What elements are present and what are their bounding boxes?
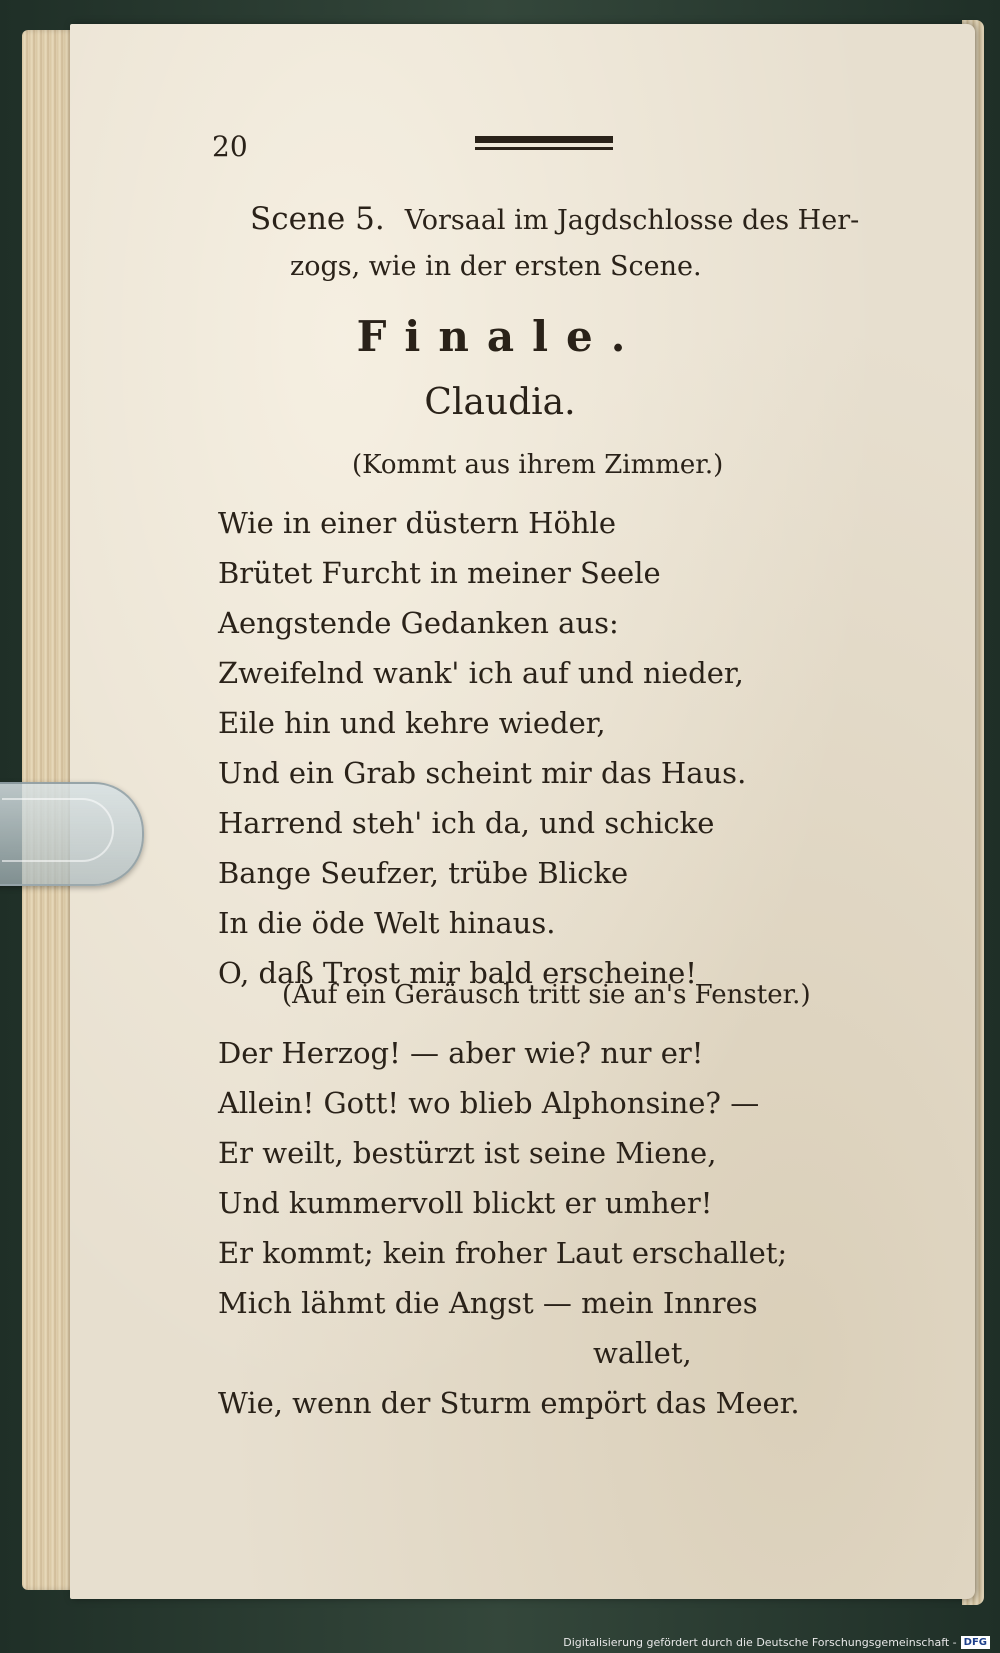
header-ornament bbox=[475, 136, 613, 156]
dfg-logo: DFG bbox=[961, 1636, 990, 1649]
page-number: 20 bbox=[212, 130, 248, 163]
page-clip bbox=[0, 782, 144, 886]
scene-label: Scene 5. bbox=[250, 201, 385, 237]
credit-text: Digitalisierung gefördert durch die Deutsche Forschungsgemeinschaft - bbox=[563, 1636, 957, 1649]
verse-line: Eile hin und kehre wieder, bbox=[218, 706, 606, 740]
verse-line: In die öde Welt hinaus. bbox=[218, 906, 556, 940]
verse-line: Wie in einer düstern Höhle bbox=[218, 506, 617, 540]
verse-line: Und kummervoll blickt er umher! bbox=[218, 1186, 713, 1220]
verse-line: Allein! Gott! wo blieb Alphonsine? — bbox=[218, 1086, 760, 1120]
verse-line: Er weilt, bestürzt ist seine Miene, bbox=[218, 1136, 717, 1170]
verse-line: Wie, wenn der Sturm empört das Meer. bbox=[218, 1386, 800, 1420]
digitization-credit bbox=[563, 1636, 990, 1649]
verse-line-continuation: wallet, bbox=[593, 1336, 692, 1370]
stage-direction-1: (Kommt aus ihrem Zimmer.) bbox=[352, 450, 724, 480]
scene-heading bbox=[250, 196, 890, 290]
verse-block-2 bbox=[218, 1028, 918, 1428]
character-name: Claudia. bbox=[424, 382, 576, 423]
verse-line: Mich lähmt die Angst — mein Innres bbox=[218, 1286, 758, 1320]
scene-description-line2: zogs, wie in der ersten Scene. bbox=[290, 251, 702, 282]
stage-direction-2: (Auf ein Geräusch tritt sie an's Fenster.) bbox=[282, 980, 811, 1010]
verse-line: Brütet Furcht in meiner Seele bbox=[218, 556, 661, 590]
verse-line: Und ein Grab scheint mir das Haus. bbox=[218, 756, 747, 790]
scene-description-line1: Vorsaal im Jagdschlosse des Her- bbox=[404, 205, 860, 236]
verse-line: Bange Seufzer, trübe Blicke bbox=[218, 856, 629, 890]
verse-line: Der Herzog! — aber wie? nur er! bbox=[218, 1036, 704, 1070]
verse-block-1 bbox=[218, 498, 918, 998]
verse-line: Aengstende Gedanken aus: bbox=[218, 606, 619, 640]
verse-line: Zweifelnd wank' ich auf und nieder, bbox=[218, 656, 744, 690]
finale-title: Finale. bbox=[356, 312, 644, 361]
verse-line: O, daß Trost mir bald erscheine! bbox=[218, 956, 697, 990]
verse-line: Er kommt; kein froher Laut erschallet; bbox=[218, 1236, 788, 1270]
verse-line: Harrend steh' ich da, und schicke bbox=[218, 806, 715, 840]
